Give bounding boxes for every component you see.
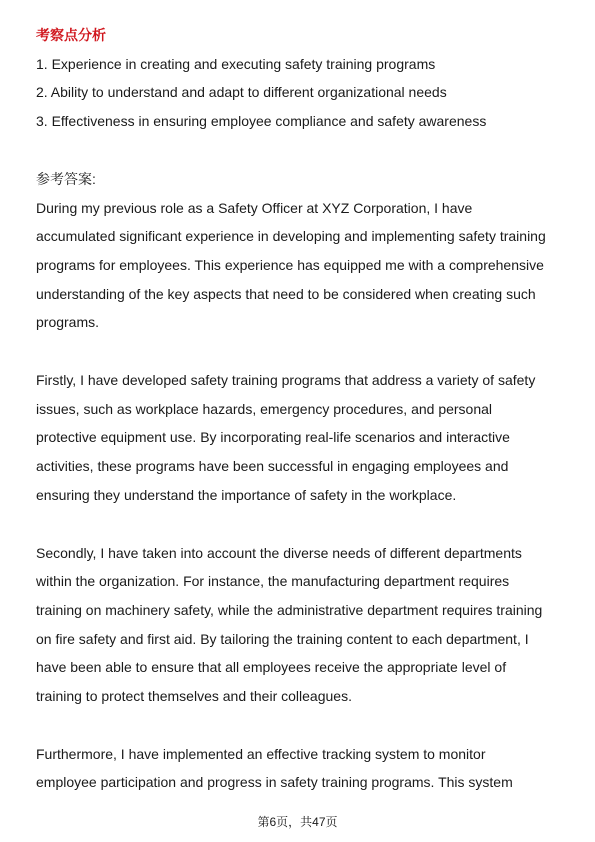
paragraph-line: Furthermore, I have implemented an effective tracking system to monitor — [36, 746, 486, 762]
paragraph-line: training to protect themselves and their colleagues. — [36, 688, 352, 704]
paragraph-line: accumulated significant experience in developing and implementing safety training — [36, 228, 546, 244]
paragraph-line: During my previous role as a Safety Officer at XYZ Corporation, I have — [36, 200, 473, 216]
answer-heading: 参考答案: — [36, 171, 96, 187]
paragraph-line: programs for employees. This experience has equipped me with a comprehensive — [36, 257, 544, 273]
analysis-point: 2. Ability to understand and adapt to different organizational needs — [36, 84, 447, 100]
paragraph-line: Firstly, I have developed safety training programs that address a variety of safety — [36, 372, 536, 388]
paragraph-line: activities, these programs have been successful in engaging employees and — [36, 458, 509, 474]
paragraph-line: protective equipment use. By incorporating real-life scenarios and interactive — [36, 429, 510, 445]
paragraph-line: issues, such as workplace hazards, emergency procedures, and personal — [36, 401, 493, 417]
paragraph-line: have been able to ensure that all employees receive the appropriate level of — [36, 659, 507, 675]
page-number: 第6页，共47页 — [257, 815, 338, 829]
paragraph-line: programs. — [36, 314, 100, 330]
analysis-point: 3. Effectiveness in ensuring employee compliance and safety awareness — [36, 113, 487, 129]
paragraph-line: understanding of the key aspects that need to be considered when creating such — [36, 286, 536, 302]
analysis-heading: 考察点分析 — [36, 27, 106, 43]
paragraph-line: ensuring they understand the importance of safety in the workplace. — [36, 487, 457, 503]
paragraph-line: employee participation and progress in safety training programs. This system — [36, 774, 513, 790]
paragraph-line: on fire safety and first aid. By tailoring the training content to each department, I — [36, 631, 529, 647]
paragraph-line: training on machinery safety, while the administrative department requires training — [36, 602, 543, 618]
analysis-point: 1. Experience in creating and executing safety training programs — [36, 56, 436, 72]
paragraph-line: within the organization. For instance, the manufacturing department requires — [36, 573, 510, 589]
paragraph-line: Secondly, I have taken into account the diverse needs of different departments — [36, 545, 522, 561]
